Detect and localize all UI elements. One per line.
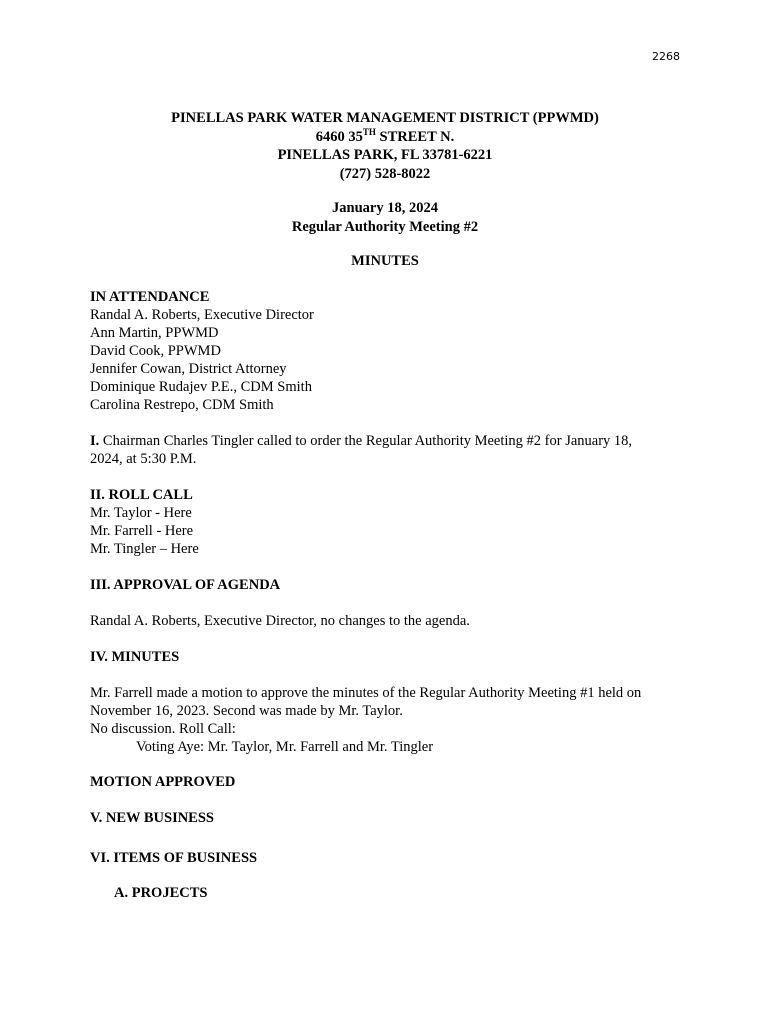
street-suffix: TH <box>362 126 376 137</box>
agenda-note: Randal A. Roberts, Executive Director, no changes to the agenda. <box>90 613 470 629</box>
minutes-discussion: No discussion. Roll Call: <box>90 721 236 737</box>
roll-call-item: Mr. Tingler – Here <box>90 541 199 557</box>
attendee: Randal A. Roberts, Executive Director <box>90 307 314 323</box>
items-of-business-heading: VI. ITEMS OF BUSINESS <box>90 850 258 866</box>
minutes-body <box>90 288 690 902</box>
attendee: David Cook, PPWMD <box>90 343 221 359</box>
attendee: Dominique Rudajev P.E., CDM Smith <box>90 379 312 395</box>
projects-subheading: A. PROJECTS <box>114 885 208 901</box>
street-name: STREET N. <box>375 128 455 145</box>
call-to-order <box>90 432 690 450</box>
call-to-order-text: Chairman Charles Tingler called to order the Regular Authority Meeting #2 for January 18, <box>99 433 633 449</box>
call-to-order-continued: 2024, at 5:30 P.M. <box>90 451 197 467</box>
roll-call-heading: II. ROLL CALL <box>90 487 193 503</box>
motion-result: MOTION APPROVED <box>90 774 236 790</box>
approval-of-agenda-heading: III. APPROVAL OF AGENDA <box>90 577 281 593</box>
meeting-title: Regular Authority Meeting #2 <box>291 218 479 235</box>
minutes-motion-continued: November 16, 2023. Second was made by Mr. Taylor. <box>90 703 403 719</box>
attendee: Carolina Restrepo, CDM Smith <box>90 397 274 413</box>
new-business-heading: V. NEW BUSINESS <box>90 810 214 826</box>
roll-call-item: Mr. Taylor - Here <box>90 505 192 521</box>
attendee: Ann Martin, PPWMD <box>90 325 219 341</box>
roll-call-item: Mr. Farrell - Here <box>90 523 194 539</box>
meeting-date: January 18, 2024 <box>332 200 438 216</box>
section-numeral: I. <box>90 433 100 449</box>
attendee: Jennifer Cowan, District Attorney <box>90 361 287 377</box>
attendance-heading: IN ATTENDANCE <box>90 289 210 305</box>
minutes-vote: Voting Aye: Mr. Taylor, Mr. Farrell and Mr. Tingler <box>136 739 434 755</box>
minutes-heading: IV. MINUTES <box>90 649 180 665</box>
page-number: 2268 <box>652 50 680 63</box>
minutes-motion: Mr. Farrell made a motion to approve the minutes of the Regular Authority Meeting #1 held on <box>90 685 642 701</box>
document-title: MINUTES <box>351 253 419 269</box>
street-address <box>0 128 770 147</box>
document-header <box>0 109 770 271</box>
street-number: 6460 35 <box>315 128 363 145</box>
organization-name: PINELLAS PARK WATER MANAGEMENT DISTRICT (PPWMD) <box>171 110 599 126</box>
city-state-zip: PINELLAS PARK, FL 33781-6221 <box>277 147 493 163</box>
phone-number: (727) 528-8022 <box>339 165 431 182</box>
